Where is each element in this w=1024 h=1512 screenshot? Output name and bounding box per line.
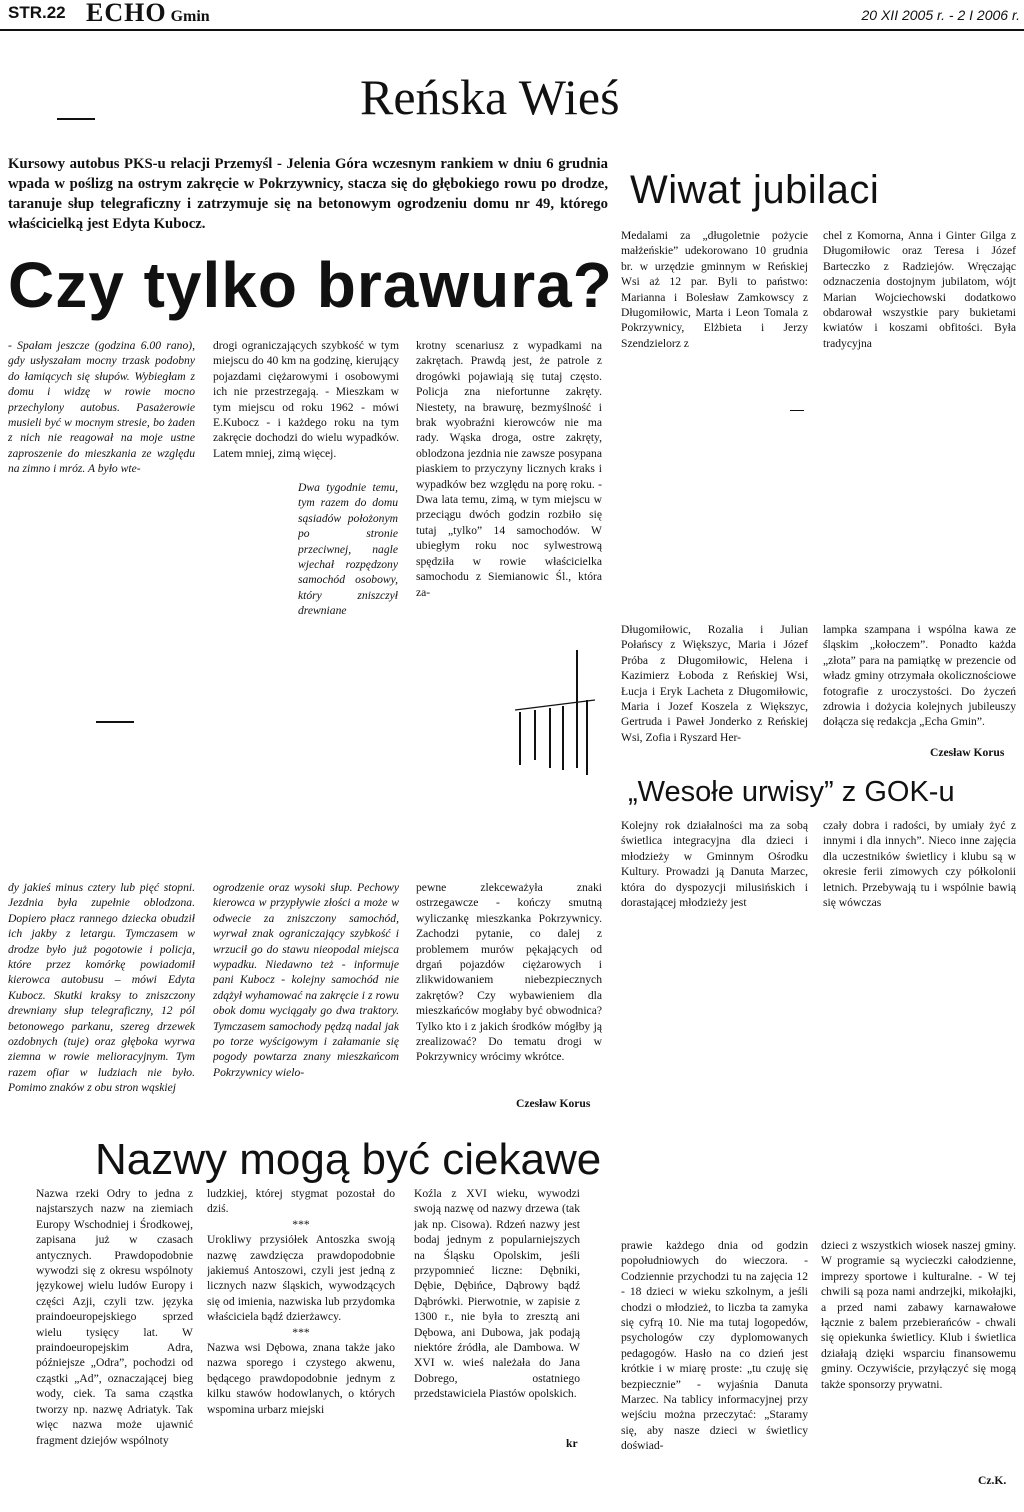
article2-col2: chel z Komorna, Anna i Ginter Gilga z Długomiłowic oraz Teresa i Józef Barteczko z Radziejów. Wręczając odznaczenia dostojnym jubilatom, wójt Marian Wojciechowski dodatkowo obdarował wszystkie pary bukietami kwiatów i koszami obfitości. Była tradycyjna <box>823 229 1016 350</box>
article2-col4: lampka szampana i wspólna kawa ze śląskim „kołoczem”. Ponadto każda „złota” para na pamiątkę w prezencie od władz gminy otrzymała okolicznościowe fotografie z uroczystości. Do życzeń zdrowia i dożycia kolejnych jubileuszy dołącza się redakcja „Echa Gmin”. <box>823 623 1016 729</box>
article3-title: „Wesołe urwisy” z GOK-u <box>628 776 955 808</box>
pole-sketch <box>505 650 605 780</box>
article2-title: Wiwat jubilaci <box>630 168 880 212</box>
header-rule <box>0 29 1024 31</box>
section-title: Reńska Wieś <box>360 69 620 125</box>
page-number: STR.22 <box>8 3 66 22</box>
article1-lower-col2: ogrodzenie oraz wysoki słup. Pechowy kierowca w przypływie złości a może w odwecie za zniszczony samochód, wyrwał znak ograniczający szybkość i wrzucił go do stawu nieopodal miejsca wypadku. Niedawno też - informuje pani Kubocz - kolejny samochód nie zdążył wyhamować na zakręcie i z rowu obok domu wyciągały go dwa traktory. Tymczasem samochody pędzą nadal jak po torze wyścigowym i załamanie się pogody powtarza znany mieszkańcom Pokrzywnicy wielo- <box>213 881 399 1079</box>
photo-tick <box>790 410 804 411</box>
article4-author: kr <box>566 1437 578 1450</box>
article1-lower-col1: dy jakieś minus cztery lub pięć stopni. Jezdnia była zupełnie oblodzona. Dopiero płacz rannego dziecka obudził ich jakby z letargu. Tymczasem w drodze było już pogotowie i policja, które przez komórkę powiadomił kierowca autobusu – mówi Edyta Kubocz. Skutki kraksy to zniszczony drewniany słup telegraficzny, 12 pól betonowego parkanu, szereg drzewek ozdobnych (tuje) oraz głęboka wyrwa ziemna w rowie melioracyjnym. Tym razem ofiar w ludziach nie było. Pomimo znaków z obu stron wąskiej <box>8 881 195 1095</box>
article3-col3: prawie każdego dnia od godzin popołudniowych do wieczora. - Codziennie przychodzi tu na zajęcia 12 - 18 dzieci w wieku szkolnym, a jeśli chodzi o młodzież, to liczba ta zamyka się cyfrą 10. Nie ma tutaj logopedów, psychologów czy dyplomowanych pedagogów. Hasło na co dzień jest krótkie i w miarę proste: „tu czuję się bezpiecznie” - wyjaśnia Danuta Marzec. Na tablicy informacyjnej przy wejściu można przeczytać: „Staramy się, aby nasze dzieci w świetlicy doświad- <box>621 1239 808 1453</box>
article3-author: Cz.K. <box>978 1474 1007 1487</box>
headline: Czy tylko brawura? <box>8 249 613 321</box>
lead-paragraph: Kursowy autobus PKS-u relacji Przemyśl - Jelenia Góra wczesnym rankiem w dniu 6 grudnia wpada w poślizg na ostrym zakręcie w Pokrzywnicy, stacza się do głębokiego rowu po drodze, taranuje słup telegraficzny i zatrzymuje się na betonowym ogrodzeniu domu nr 49, którego właścicielką jest Edyta Kubocz. <box>8 156 608 232</box>
masthead-logo <box>86 0 210 28</box>
article1-lower-col3: pewne zlekceważyła znaki ostrzegawcze - kończy smutną wyliczankę mieszkanka Pokrzywnicy. Zachodzi pytanie, co dalej z problemem murów pękających od drgań pojazdów ciężarowych i zlikwidowaniem niebezpiecznych zakrętów? Czy wybawieniem dla mieszkańców mogłaby być obwodnica? Tylko kto i z jakich środków mógłby ją zrealizować? Do tematu drogi w Pokrzywnicy wrócimy wkrótce. <box>416 881 602 1064</box>
article2-col3: Długomiłowic, Rozalia i Julian Połańscy z Większyc, Maria i Józef Próba z Długomiłowic, Helena i Kazimierz Łoboda z Reńskiej Wsi, Łucja i Eryk Lacheta z Długomiłowic, Maria i Jozef Koszela z Większyc, Gertruda i Paweł Jonderko z Reńskiej Wsi, Zofia i Ryszard Her- <box>621 623 808 744</box>
section-stars-2: *** <box>292 1325 310 1339</box>
article3-col1: Kolejny rok działalności ma za sobą świetlica integracyjna dla dzieci i młodzieży w Gminnym Ośrodku Kultury. Prowadzi ją Danuta Marzec, która do dyspozycji milusińskich i dorastającej młodzieży jest <box>621 819 808 910</box>
photo-dash <box>96 721 134 723</box>
title-dash <box>57 118 95 120</box>
article4-col2a: ludzkiej, której stygmat pozostał do dziś. <box>207 1187 395 1216</box>
article4-title: Nazwy mogą być ciekawe <box>95 1135 602 1184</box>
article2-author: Czesław Korus <box>930 746 1005 759</box>
article4-col2 <box>207 1186 395 1506</box>
article1-col1: - Spałam jeszcze (godzina 6.00 rano), gdy usłyszałam mocny trzask podobny do łamiących się słupów. Wybiegłam z domu i widzę w rowie mocno przechylony autobus. Pasażerowie musieli być w mocnym stresie, bo żaden z nich nie reagował na moje ustne zaproszenie do mieszkania ze względu na zimno i mróz. A było wte- <box>8 339 195 476</box>
logo-text: ECHO <box>86 0 167 27</box>
section-stars-1: *** <box>292 1217 310 1231</box>
article4-col3: Koźla z XVI wieku, wywodzi swoją nazwę od nazwy drzewa (tak jak np. Cisowa). Rdzeń nazwy jest bodaj jednym z popularniejszych na Śląsku Opolskim, jeśli przypomnieć liczne: Dębniki, Dębie, Dębińce, Dąbrowy bądź Dąbrówki. Pierwotnie, w zapisie z 1300 r., nie była to zresztą ani Dębowa, ani Dubowa, jak podają niektóre źródła, ale Dambowa. W XVI w. wieś należała do Jana Dobrego, ostatniego przedstawiciela Piastów opolskich. <box>414 1187 580 1401</box>
article2-col1: Medalami za „długoletnie pożycie małżeńskie” udekorowano 10 grudnia br. w urzędzie gminnym w Reńskiej Wsi aż 12 par. Byli to państwo: Marianna i Bolesław Zamkowscy z Długomiłowic, Marta i Leon Tomala z Pokrzywnicy, Elżbieta i Jerzy Szendzielorz z <box>621 229 808 350</box>
article1-col3: krotny scenariusz z wypadkami na zakrętach. Prawdą jest, że patrole z drogówki pojawiają się tutaj często. Policja zna niefortunne zakręty. Niestety, na brawurę, bezmyślność i brak wyobraźni kierowców nie ma rady. Wąska droga, ostre zakręty, oblodzona jezdnia nie zawsze posypana piaskiem to przyczyny licznych kraks i wypadków bez względu na porę roku. - Dwa lata temu, zimą, w tym miejscu w przeciągu dwóch godzin rozbiło się tutaj „tylko” 14 samochodów. W ubiegłym roku noc sylwestrową spędziła w rowie właścicielka samochodu z Siemianowic Śl., która za- <box>416 339 602 599</box>
issue-date: 20 XII 2005 r. - 2 I 2006 r. <box>861 7 1020 23</box>
logo-sub: Gmin <box>170 8 210 25</box>
article4-col1: Nazwa rzeki Odry to jedna z najstarszych nazw na ziemiach Europy Wschodniej i Środkowej, zapisana już w czasach antycznych. Prawdopodobnie wywodzi się z okresu wspólnoty językowej wielu ludów Europy i części Azji, czyli tzw. języka praindoeuropejskiego sprzed wielu tysięcy lat. W praindoeuropejskim Adra, późniejsze „Odra”, pochodzi od cząstki „Ad”, oznaczającej bieg wody, ciek. Ta sama cząstka tworzy np. nazwę Adriatyk. Tak więc nazwa może ujawnić fragment dziejów wspólnoty <box>36 1187 193 1447</box>
article1-author: Czesław Korus <box>516 1097 591 1110</box>
article3-col2: czały dobra i radości, by umiały żyć z innymi i dla innych”. Nieco inne zajęcia dla uczestników świetlicy i klubu są w okresie ferii zimowych czy półkolonii letnich. Przebywają tu i wspólnie bawią się wówczas <box>823 819 1016 910</box>
article4-col2b: Urokliwy przysiółek Antoszka swoją nazwę zawdzięcza prawdopodobnie jakiemuś Antoszowi, czyli jest jedną z licznych nazw śląskich, wywodzących się od imienia, nazwiska lub przydomka właściciela bądź dzierżawcy. <box>207 1233 395 1324</box>
article3-col4: dzieci z wszystkich wiosek naszej gminy. W programie są wycieczki całodzienne, imprezy sportowe i kulturalne. - W tej chwili są poza nami andrzejki, mikołajki, a przed nami zabawy karnawałowe łącznie z balem przebierańców - chwali się opiekunka świetlicy. Klub i świetlica działają dzięki wsparciu finansowemu gminy. Oczywiście, przyłączyć się mogą także sponsorzy prywatni. <box>821 1239 1016 1391</box>
article1-col2b: Dwa tygodnie temu, tym razem do domu sąsiadów położonym po stronie przeciwnej, nagle wjechał rozpędzony samochód osobowy, który zniszczył drewniane <box>298 481 398 618</box>
article2-photo <box>621 390 1016 615</box>
article4-col2c: Nazwa wsi Dębowa, znana także jako nazwa sporego i czystego akwenu, będącego prawdopodobnie jednym z kilku stawów hodowlanych, o których wspomina urbarz miejski <box>207 1341 395 1416</box>
article1-col2: drogi ograniczających szybkość w tym miejscu do 40 km na godzinę, kierujący pojazdami ciężarowymi i osobowymi ich nie przestrzegają. - Mieszkam w tym miejscu od roku 1962 - mówi E.Kubocz - i każdego roku na tym zakręcie dochodzi do wielu wypadków. Latem mniej, zimą więcej. <box>213 339 399 460</box>
